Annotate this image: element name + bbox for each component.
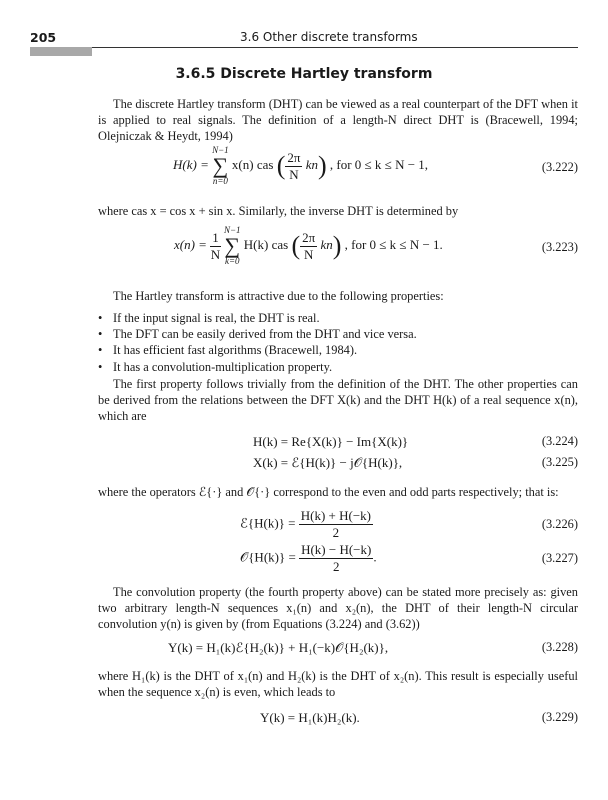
eq228-text: Y(k) = H₁(k)ℰ{H₂(k)} + H₁(−k)𝒪{H₂(k)}, [168, 640, 389, 655]
equation-3-224 [98, 434, 578, 452]
equation-3-227 [98, 542, 578, 578]
eq226-number: (3.226) [541, 517, 578, 531]
eq223-number: (3.223) [541, 240, 578, 254]
eq223-pre-num: 1 [212, 229, 219, 245]
eq227-den: 2 [332, 559, 340, 574]
eq223-fraction [300, 230, 317, 263]
eq227-lhs: 𝒪{H(k)} = [240, 549, 296, 565]
eq225-number: (3.225) [541, 455, 578, 469]
eq229-text: Y(k) = H₁(k)H₂(k). [260, 710, 360, 725]
eq222-frac-num: 2π [287, 149, 301, 165]
paragraph-even-case: where H₁(k) is the DHT of x₁(n) and H₂(k) is the DHT of x₂(n). This result is especially useful when the sequence x₂(n) is even, which leads to [98, 669, 578, 700]
eq227-num: H(k) − H(−k) [301, 542, 372, 557]
eq223-frac-num: 2π [302, 229, 316, 245]
eq224-text: H(k) = Re{X(k)} − Im{X(k)} [253, 434, 409, 449]
list-item: • It has a convolution-multiplication property. [98, 359, 578, 375]
eq222-condition: , for 0 ≤ k ≤ N − 1, [329, 156, 429, 172]
eq223-sum [224, 226, 241, 266]
equation-3-228 [98, 640, 578, 658]
eq225-text: X(k) = ℰ{H(k)} − j𝒪{H(k)}, [253, 455, 403, 470]
eq222-frac-den: N [289, 166, 299, 182]
eq227-fraction [299, 542, 373, 575]
list-item: • If the input signal is real, the DHT is real. [98, 310, 578, 326]
equation-3-222 [98, 146, 578, 186]
sigma-symbol: ∑ [212, 153, 229, 178]
eq227-tail: . [373, 549, 377, 565]
eq226-fraction [299, 508, 373, 541]
eq223-frac-den: N [303, 246, 314, 262]
section-title: 3.6.5 Discrete Hartley transform [175, 66, 433, 82]
eq227-number: (3.227) [541, 551, 578, 565]
equation-3-229 [98, 710, 578, 728]
equation-3-223 [98, 226, 578, 266]
paragraph-properties-intro: The Hartley transform is attractive due to the following properties: [113, 289, 444, 303]
list-item: • The DFT can be easily derived from the DHT and vice versa. [98, 326, 578, 342]
sigma-symbol: ∑ [224, 233, 241, 258]
running-head: 3.6 Other discrete transforms [240, 30, 418, 44]
eq222-sum-lower: n=0 [212, 176, 228, 186]
header-rule [92, 47, 578, 48]
equation-3-226 [98, 508, 578, 544]
page-number: 205 [30, 30, 57, 45]
eq229-number: (3.229) [541, 710, 578, 724]
eq223-pre-den: N [210, 246, 221, 262]
eq222-after-frac: kn [305, 156, 318, 172]
property-list [98, 310, 578, 375]
eq222-number: (3.222) [541, 160, 578, 174]
left-paren: ( [291, 231, 301, 260]
eq228-number: (3.228) [541, 640, 578, 654]
paragraph-cas-definition: where cas x = cos x + sin x. Similarly, the inverse DHT is determined by [98, 204, 459, 218]
eq223-sum-lower: k=0 [224, 256, 240, 266]
eq226-num: H(k) + H(−k) [300, 508, 371, 523]
eq223-prefactor [210, 230, 221, 263]
list-item: • It has efficient fast algorithms (Bracewell, 1984). [98, 342, 578, 358]
eq223-after-frac: kn [320, 236, 333, 252]
eq222-sum [212, 146, 229, 186]
eq222-lhs: H(k) = [173, 156, 209, 172]
paragraph-operators: where the operators ℰ{·} and 𝒪{·} correspond to the even and odd parts respectively; that is: [98, 485, 559, 499]
eq222-term: x(n) cas [231, 156, 274, 172]
paragraph-relations: The first property follows trivially from the definition of the DHT. The other properties can be derived from the relations between the DFT X(k) and the DHT H(k) of a real sequence x(n), which are [98, 377, 578, 424]
paragraph-intro: The discrete Hartley transform (DHT) can be viewed as a real counterpart of the DFT when it is applied to real signals. The definition of a length-N direct DHT is (Bracewell, 1994; Olejniczak & Heydt, 1994) [98, 97, 578, 144]
paragraph-convolution: The convolution property (the fourth property above) can be stated more precisely as: given two arbitrary length-N sequences x₁(n) and x₂(n), the DHT of their length-N circular convolution y(n) is given by (from Equations (3.224) and (3.62)) [98, 585, 578, 632]
left-paren: ( [276, 151, 286, 180]
eq226-lhs: ℰ{H(k)} = [240, 515, 296, 531]
eq223-sum-upper: N−1 [223, 225, 241, 235]
eq226-den: 2 [332, 525, 340, 540]
right-paren: ) [317, 151, 327, 180]
equation-3-225 [98, 455, 578, 473]
header-bar [30, 47, 92, 56]
eq224-number: (3.224) [541, 434, 578, 448]
eq223-lhs: x(n) = [174, 236, 207, 252]
eq222-sum-upper: N−1 [212, 145, 229, 155]
eq223-term: H(k) cas [243, 236, 289, 252]
eq222-fraction [285, 150, 302, 183]
eq223-condition: , for 0 ≤ k ≤ N − 1. [344, 236, 443, 252]
right-paren: ) [332, 231, 342, 260]
